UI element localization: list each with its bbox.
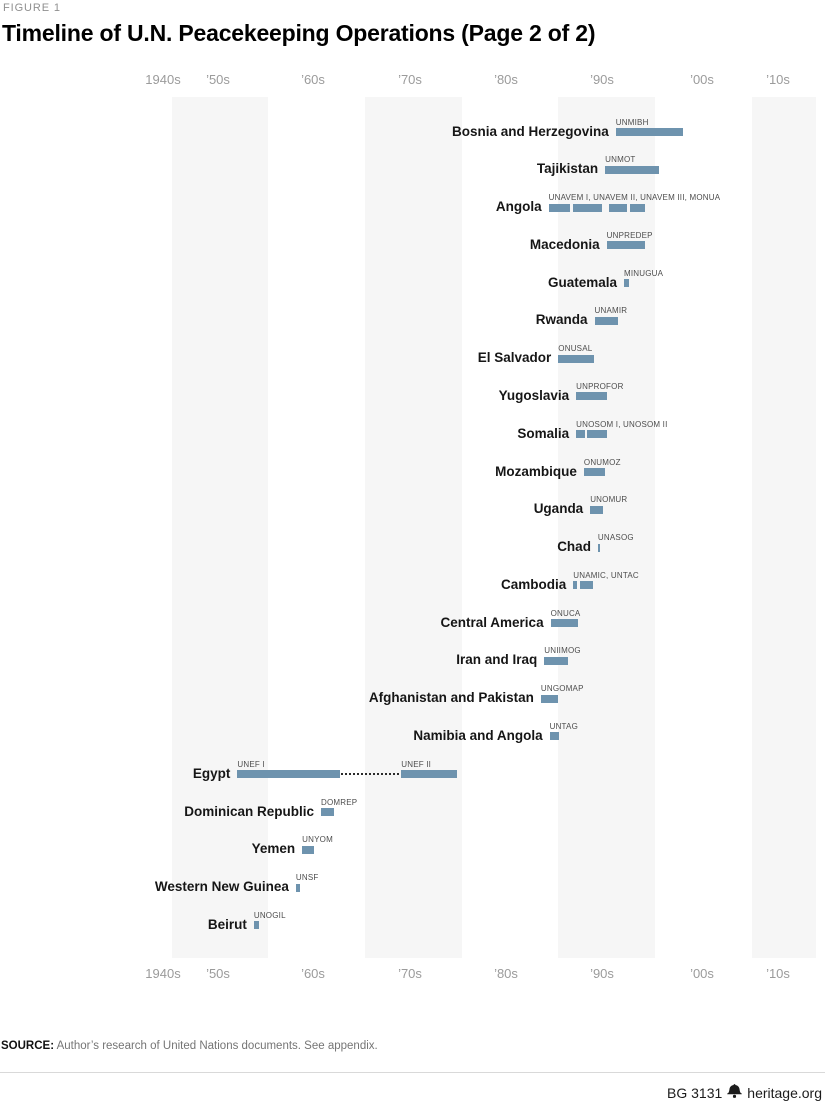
country-label: Uganda	[533, 501, 584, 517]
axis-decade-label: ’60s	[301, 72, 325, 87]
operation-label: UNEF I	[237, 759, 265, 769]
timeline-bar	[630, 204, 645, 212]
operation-label: UNAMIC, UNTAC	[573, 570, 639, 580]
timeline-bar	[609, 204, 627, 212]
operation-label: UNAVEM I, UNAVEM II, UNAVEM III, MONUA	[548, 193, 721, 203]
timeline-bar	[607, 241, 645, 249]
timeline-bar	[573, 581, 577, 589]
timeline-bar	[580, 581, 594, 589]
timeline-bar	[587, 430, 606, 438]
timeline-bar	[550, 732, 559, 740]
gap-connector-dotted-line	[341, 773, 399, 775]
axis-decade-label: ’90s	[590, 966, 614, 981]
axis-decade-label: ’90s	[590, 72, 614, 87]
country-label: Iran and Iraq	[456, 652, 538, 668]
operation-label: UNIIMOG	[544, 646, 581, 656]
operation-label: UNOSOM I, UNOSOM II	[576, 419, 668, 429]
country-label: Macedonia	[529, 236, 600, 252]
axis-decade-label: ’70s	[398, 966, 422, 981]
axis-decade-label: 1940s	[145, 966, 181, 981]
timeline-bar	[584, 468, 605, 476]
operation-label: ONUCA	[550, 608, 581, 618]
axis-decade-label: ’50s	[206, 72, 230, 87]
axis-decade-label: ’50s	[206, 966, 230, 981]
figure-eyebrow: FIGURE 1	[3, 2, 61, 14]
source-note	[1, 1040, 378, 1052]
country-label: Mozambique	[495, 463, 577, 479]
operation-label: UNOMUR	[590, 495, 628, 505]
operation-label: UNOGIL	[253, 910, 286, 920]
timeline-bar	[558, 355, 593, 363]
country-label: Egypt	[192, 765, 231, 781]
liberty-bell-icon	[727, 1084, 742, 1101]
axis-decade-label: ’10s	[766, 72, 790, 87]
footer	[667, 1084, 822, 1101]
country-label: Dominican Republic	[184, 803, 315, 819]
country-label: Tajikistan	[536, 161, 599, 177]
country-label: Afghanistan and Pakistan	[368, 690, 534, 706]
decade-band	[172, 97, 269, 958]
page-title: Timeline of U.N. Peacekeeping Operations (Page 2 of 2)	[2, 20, 596, 46]
source-label: SOURCE:	[1, 1040, 55, 1052]
timeline-bar	[302, 846, 314, 854]
timeline-bar	[573, 204, 602, 212]
decade-band	[365, 97, 462, 958]
timeline-bar	[551, 619, 578, 627]
operation-label: UNAMIR	[594, 306, 628, 316]
timeline-bar	[254, 921, 259, 929]
operation-label: UNEF II	[401, 759, 432, 769]
country-label: Rwanda	[535, 312, 588, 328]
timeline-bar	[321, 808, 334, 816]
operation-label: ONUMOZ	[583, 457, 621, 467]
site-link[interactable]: heritage.org	[747, 1084, 822, 1101]
operation-label: DOMREP	[321, 797, 358, 807]
timeline-bar	[595, 317, 619, 325]
timeline-bar	[576, 430, 585, 438]
footer-divider	[0, 1072, 825, 1073]
axis-decade-label: 1940s	[145, 72, 181, 87]
country-label: Guatemala	[548, 274, 618, 290]
operation-label: UNGOMAP	[540, 684, 584, 694]
operation-label: UNMIBH	[615, 117, 649, 127]
decade-band	[558, 97, 655, 958]
timeline-bar	[605, 166, 659, 174]
axis-decade-label: ’80s	[494, 966, 518, 981]
operation-label: UNASOG	[597, 533, 634, 543]
country-label: Central America	[440, 614, 544, 630]
country-label: Bosnia and Herzegovina	[452, 123, 609, 139]
operation-label: UNMOT	[605, 155, 636, 165]
country-label: El Salvador	[477, 350, 552, 366]
country-label: Western New Guinea	[154, 879, 289, 895]
axis-decade-label: ’60s	[301, 966, 325, 981]
operation-label: UNPREDEP	[606, 230, 653, 240]
country-label: Somalia	[517, 425, 570, 441]
timeline-bar	[598, 544, 600, 552]
timeline-bar	[237, 770, 339, 778]
operation-label: UNTAG	[549, 721, 578, 731]
operation-label: ONUSAL	[558, 344, 593, 354]
country-label: Angola	[495, 199, 542, 215]
axis-decade-label: ’00s	[690, 72, 714, 87]
operation-label: UNSF	[295, 873, 319, 883]
axis-decade-label: ’80s	[494, 72, 518, 87]
country-label: Yugoslavia	[498, 387, 570, 403]
country-label: Namibia and Angola	[413, 727, 543, 743]
timeline-bar	[616, 128, 683, 136]
operation-label: UNYOM	[302, 835, 333, 845]
country-label: Beirut	[207, 916, 247, 932]
country-label: Cambodia	[501, 576, 567, 592]
axis-decade-label: ’10s	[766, 966, 790, 981]
operation-label: UNPROFOR	[576, 381, 624, 391]
timeline-bar	[296, 884, 300, 892]
timeline-bar	[541, 695, 558, 703]
timeline-bar	[590, 506, 603, 514]
timeline-bar	[549, 204, 570, 212]
doc-id: BG 3131	[667, 1084, 723, 1101]
axis-decade-label: ’00s	[690, 966, 714, 981]
decade-band	[752, 97, 816, 958]
axis-decade-label: ’70s	[398, 72, 422, 87]
timeline-bar	[544, 657, 568, 665]
timeline-bar	[401, 770, 457, 778]
operation-label: MINUGUA	[624, 268, 664, 278]
timeline-bar	[576, 392, 606, 400]
country-label: Yemen	[251, 841, 296, 857]
country-label: Chad	[557, 539, 591, 555]
source-text: Author’s research of United Nations documents. See appendix.	[54, 1040, 378, 1052]
timeline-bar	[624, 279, 629, 287]
